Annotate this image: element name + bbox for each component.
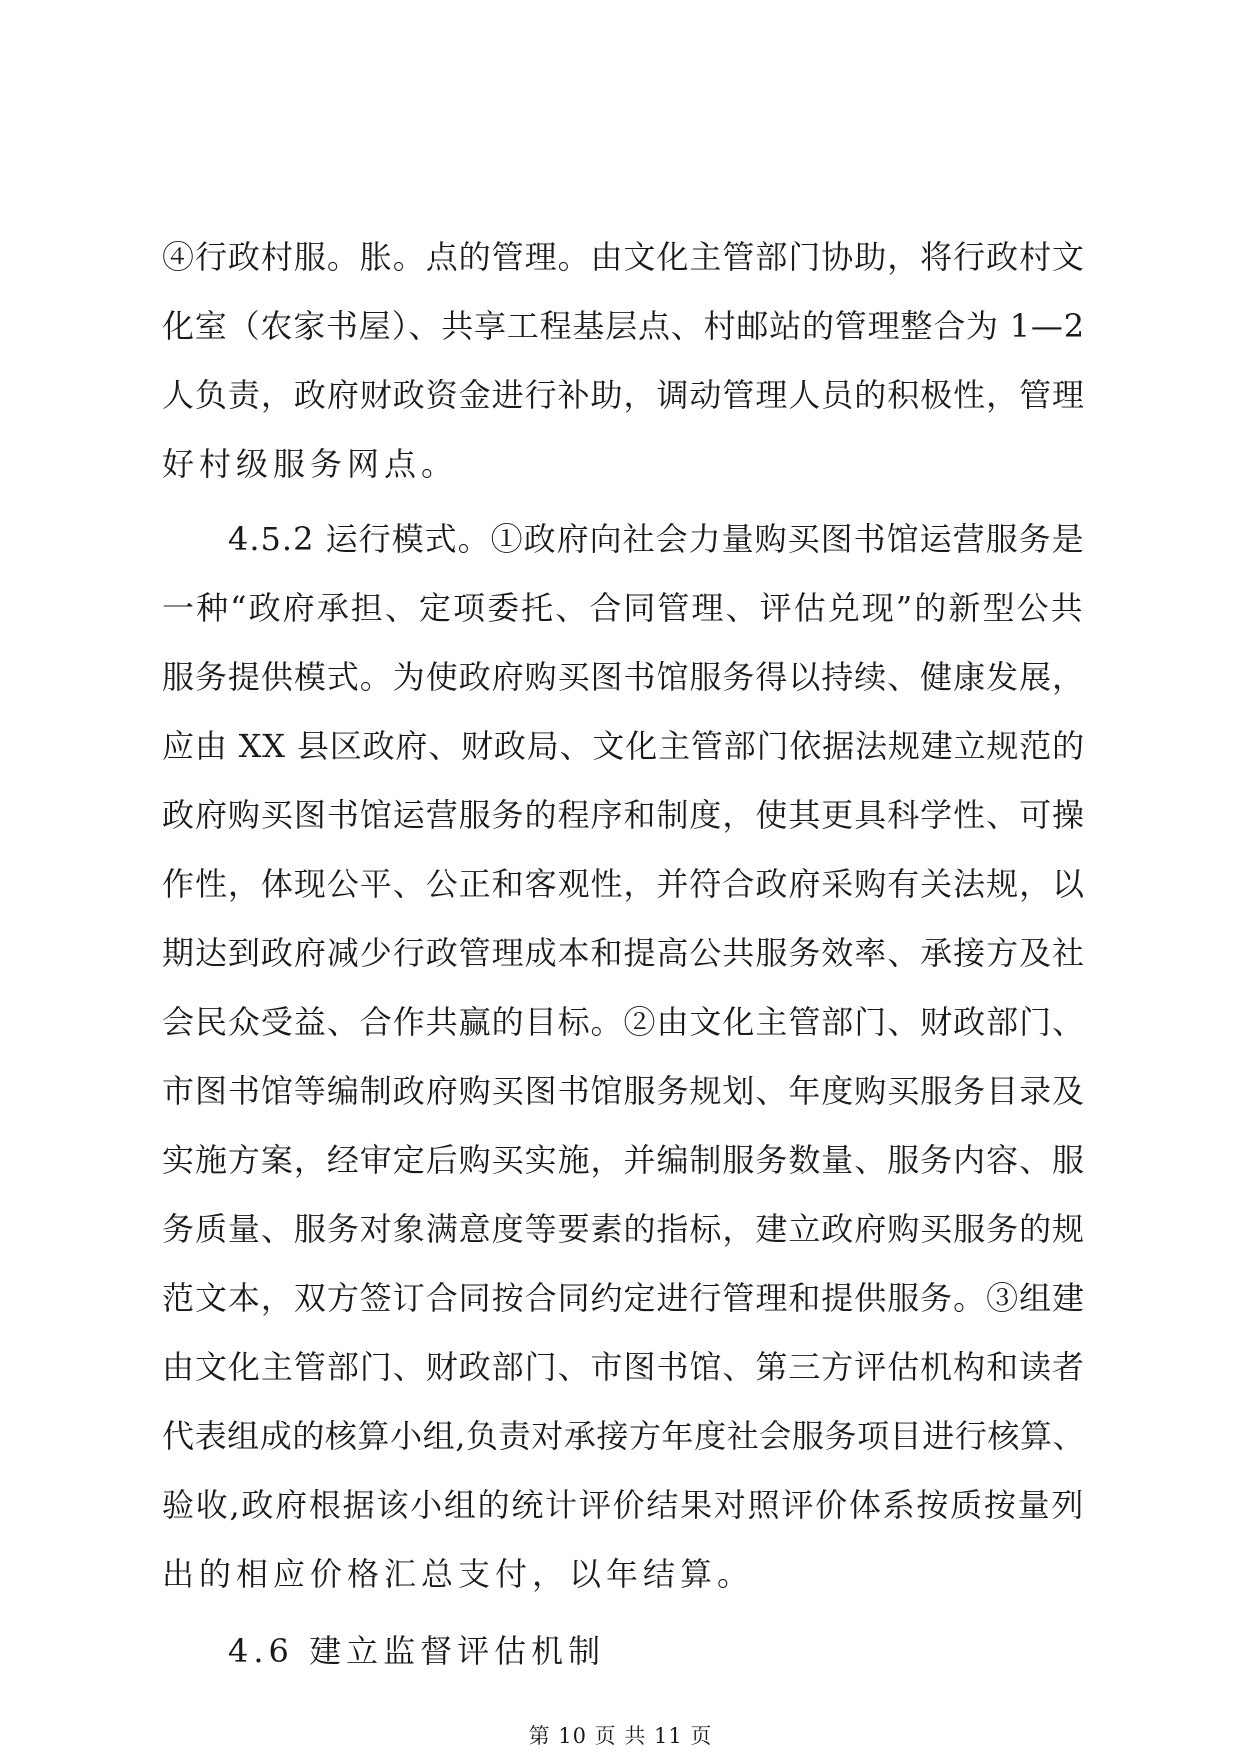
page-footer: 第 10 页 共 11 页 — [528, 1724, 713, 1748]
paragraph-line-12: 会民众受益、合作共赢的目标。②由文化主管部门、财政部门、 — [162, 1003, 1086, 1041]
paragraph-line-11: 期达到政府减少行政管理成本和提高公共服务效率、承接方及社 — [162, 934, 1086, 972]
paragraph-line-19: 验收,政府根据该小组的统计评价结果对照评价体系按质按量列 — [162, 1486, 1086, 1524]
paragraph-line-9: 政府购买图书馆运营服务的程序和制度，使其更具科学性、可操 — [162, 796, 1086, 834]
paragraph-line-20: 出的相应价格汇总支付，以年结算。 — [162, 1555, 755, 1593]
paragraph-line-13: 市图书馆等编制政府购买图书馆服务规划、年度购买服务目录及 — [162, 1072, 1086, 1110]
paragraph-line-7: 服务提供模式。为使政府购买图书馆服务得以持续、健康发展， — [162, 658, 1086, 696]
paragraph-line-4: 好村级服务网点。 — [162, 445, 459, 483]
paragraph-line-10: 作性，体现公平、公正和客观性，并符合政府采购有关法规，以 — [162, 865, 1086, 903]
paragraph-line-18: 代表组成的核算小组,负责对承接方年度社会服务项目进行核算、 — [162, 1417, 1086, 1455]
paragraph-line-6: 一种“政府承担、定项委托、合同管理、评估兑现”的新型公共 — [162, 589, 1085, 627]
paragraph-line-1: ④行政村服。胀。点的管理。由文化主管部门协助，将行政村文 — [162, 238, 1086, 276]
paragraph-line-16: 范文本，双方签订合同按合同约定进行管理和提供服务。③组建 — [162, 1279, 1086, 1317]
paragraph-line-15: 务质量、服务对象满意度等要素的指标，建立政府购买服务的规 — [162, 1210, 1086, 1248]
paragraph-line-8: 应由 XX 县区政府、财政局、文化主管部门依据法规建立规范的 — [162, 727, 1085, 765]
paragraph-line-3: 人负责，政府财政资金进行补助，调动管理人员的积极性，管理 — [162, 376, 1086, 414]
paragraph-line-17: 由文化主管部门、财政部门、市图书馆、第三方评估机构和读者 — [162, 1348, 1086, 1386]
paragraph-line-2: 化室（农家书屋）、共享工程基层点、村邮站的管理整合为 1—2 — [162, 307, 1085, 345]
paragraph-line-5: 4.5.2 运行模式。①政府向社会力量购买图书馆运营服务是 — [228, 520, 1085, 558]
paragraph-line-14: 实施方案，经审定后购买实施，并编制服务数量、服务内容、服 — [162, 1141, 1086, 1179]
section-heading: 4.6 建立监督评估机制 — [228, 1632, 606, 1670]
